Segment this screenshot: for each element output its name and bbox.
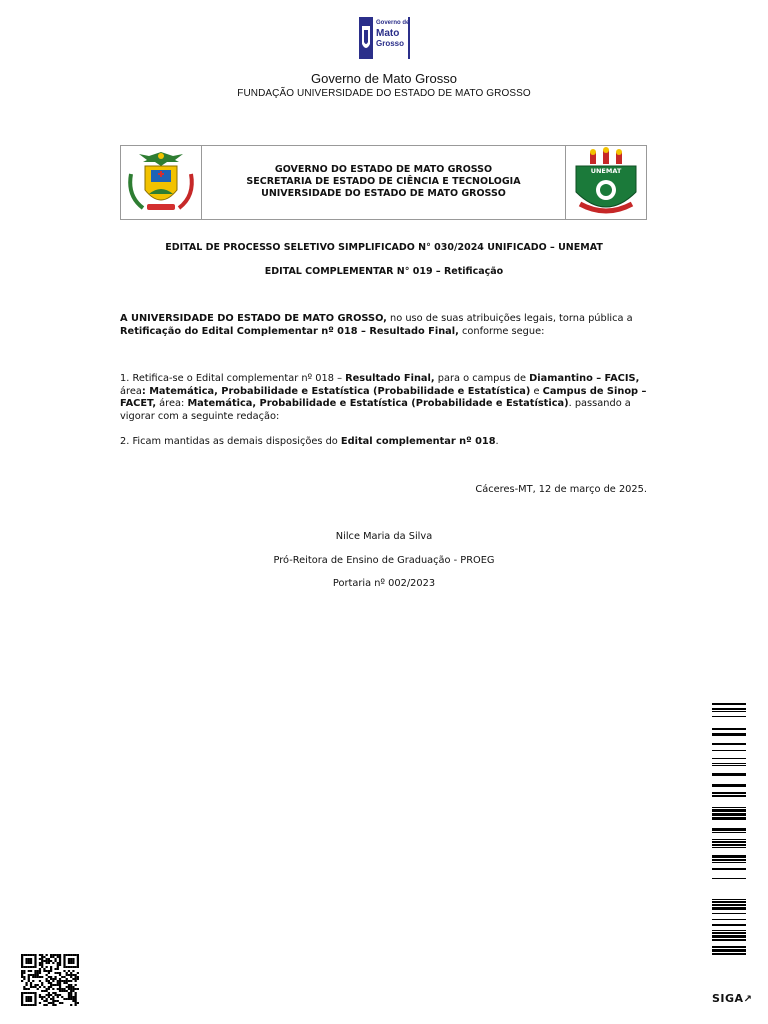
header-line-1: GOVERNO DO ESTADO DE MATO GROSSO	[274, 164, 493, 175]
signer-name: Nilce Maria da Silva	[335, 531, 433, 542]
governo-mato-grosso-logo	[357, 14, 411, 62]
item-2-paragraph	[120, 436, 647, 449]
edital-title: EDITAL DE PROCESSO SELETIVO SIMPLIFICADO N° 030/2024 UNIFICADO – UNEMAT	[165, 242, 603, 253]
item1-b4: Campus de Sinop – FACET,	[120, 385, 647, 409]
gov-title: Governo de Mato Grosso	[311, 71, 457, 86]
barcode-image	[712, 703, 746, 955]
intro-paragraph	[120, 313, 647, 338]
state-coat-of-arms	[121, 146, 202, 219]
siga-arrow-icon: ↗	[743, 994, 753, 1005]
item2-b1: Edital complementar nº 018	[340, 436, 496, 447]
item1-b3: : Matemática, Probabilidade e Estatística (Probabilidade e Estatística)	[141, 385, 531, 397]
unemat-emblem	[565, 146, 646, 219]
institution-header-text	[201, 164, 566, 200]
item2-t2: .	[495, 436, 499, 447]
header-line-2: SECRETARIA DE ESTADO DE CIÊNCIA E TECNOLOGIA	[246, 176, 521, 187]
gov-subtitle: FUNDAÇÃO UNIVERSIDADE DO ESTADO DE MATO GROSSO	[237, 88, 531, 99]
institution-header-box	[120, 145, 647, 220]
intro-bold-2: Retificação do Edital Complementar nº 018 – Resultado Final,	[120, 325, 459, 337]
item2-t1: 2. Ficam mantidas as demais disposições do	[120, 436, 341, 447]
item1-t3: área	[120, 385, 142, 397]
siga-logo	[712, 992, 752, 1005]
item1-t2: para o campus de	[434, 373, 530, 384]
intro-text-2: conforme segue:	[458, 325, 545, 337]
item1-b1: Resultado Final,	[345, 373, 435, 384]
header-line-3: UNIVERSIDADE DO ESTADO DE MATO GROSSO	[261, 188, 506, 199]
intro-bold-1: A UNIVERSIDADE DO ESTADO DE MATO GROSSO,	[120, 313, 387, 324]
item1-b5: Matemática, Probabilidade e Estatística (Probabilidade e Estatística)	[187, 398, 569, 409]
logo-line-3: Grosso	[376, 39, 405, 48]
item1-b2: Diamantino – FACIS,	[529, 373, 640, 384]
intro-text-1: no uso de suas atribuições legais, torna pública a	[386, 313, 633, 324]
unemat-emblem-label: UNEMAT	[590, 167, 622, 175]
item1-t5: área:	[156, 398, 188, 409]
signer-ordinance: Portaria nº 002/2023	[332, 578, 436, 589]
complement-title: EDITAL COMPLEMENTAR N° 019 – Retificação	[264, 266, 504, 277]
item1-t1: 1. Retifica-se o Edital complementar nº 018 –	[120, 373, 346, 384]
qr-code-image	[21, 954, 79, 1006]
signer-role: Pró-Reitora de Ensino de Graduação - PROEG	[273, 555, 495, 566]
item1-t6: . passando a vigorar com a seguinte redação:	[120, 398, 631, 422]
siga-label: SIGA	[712, 992, 744, 1005]
logo-line-2: Mato	[376, 28, 400, 39]
item-1-paragraph	[120, 373, 647, 423]
item1-t4: e	[530, 385, 543, 397]
place-date: Cáceres-MT, 12 de março de 2025.	[475, 484, 647, 495]
logo-line-1: Governo de	[376, 20, 410, 26]
